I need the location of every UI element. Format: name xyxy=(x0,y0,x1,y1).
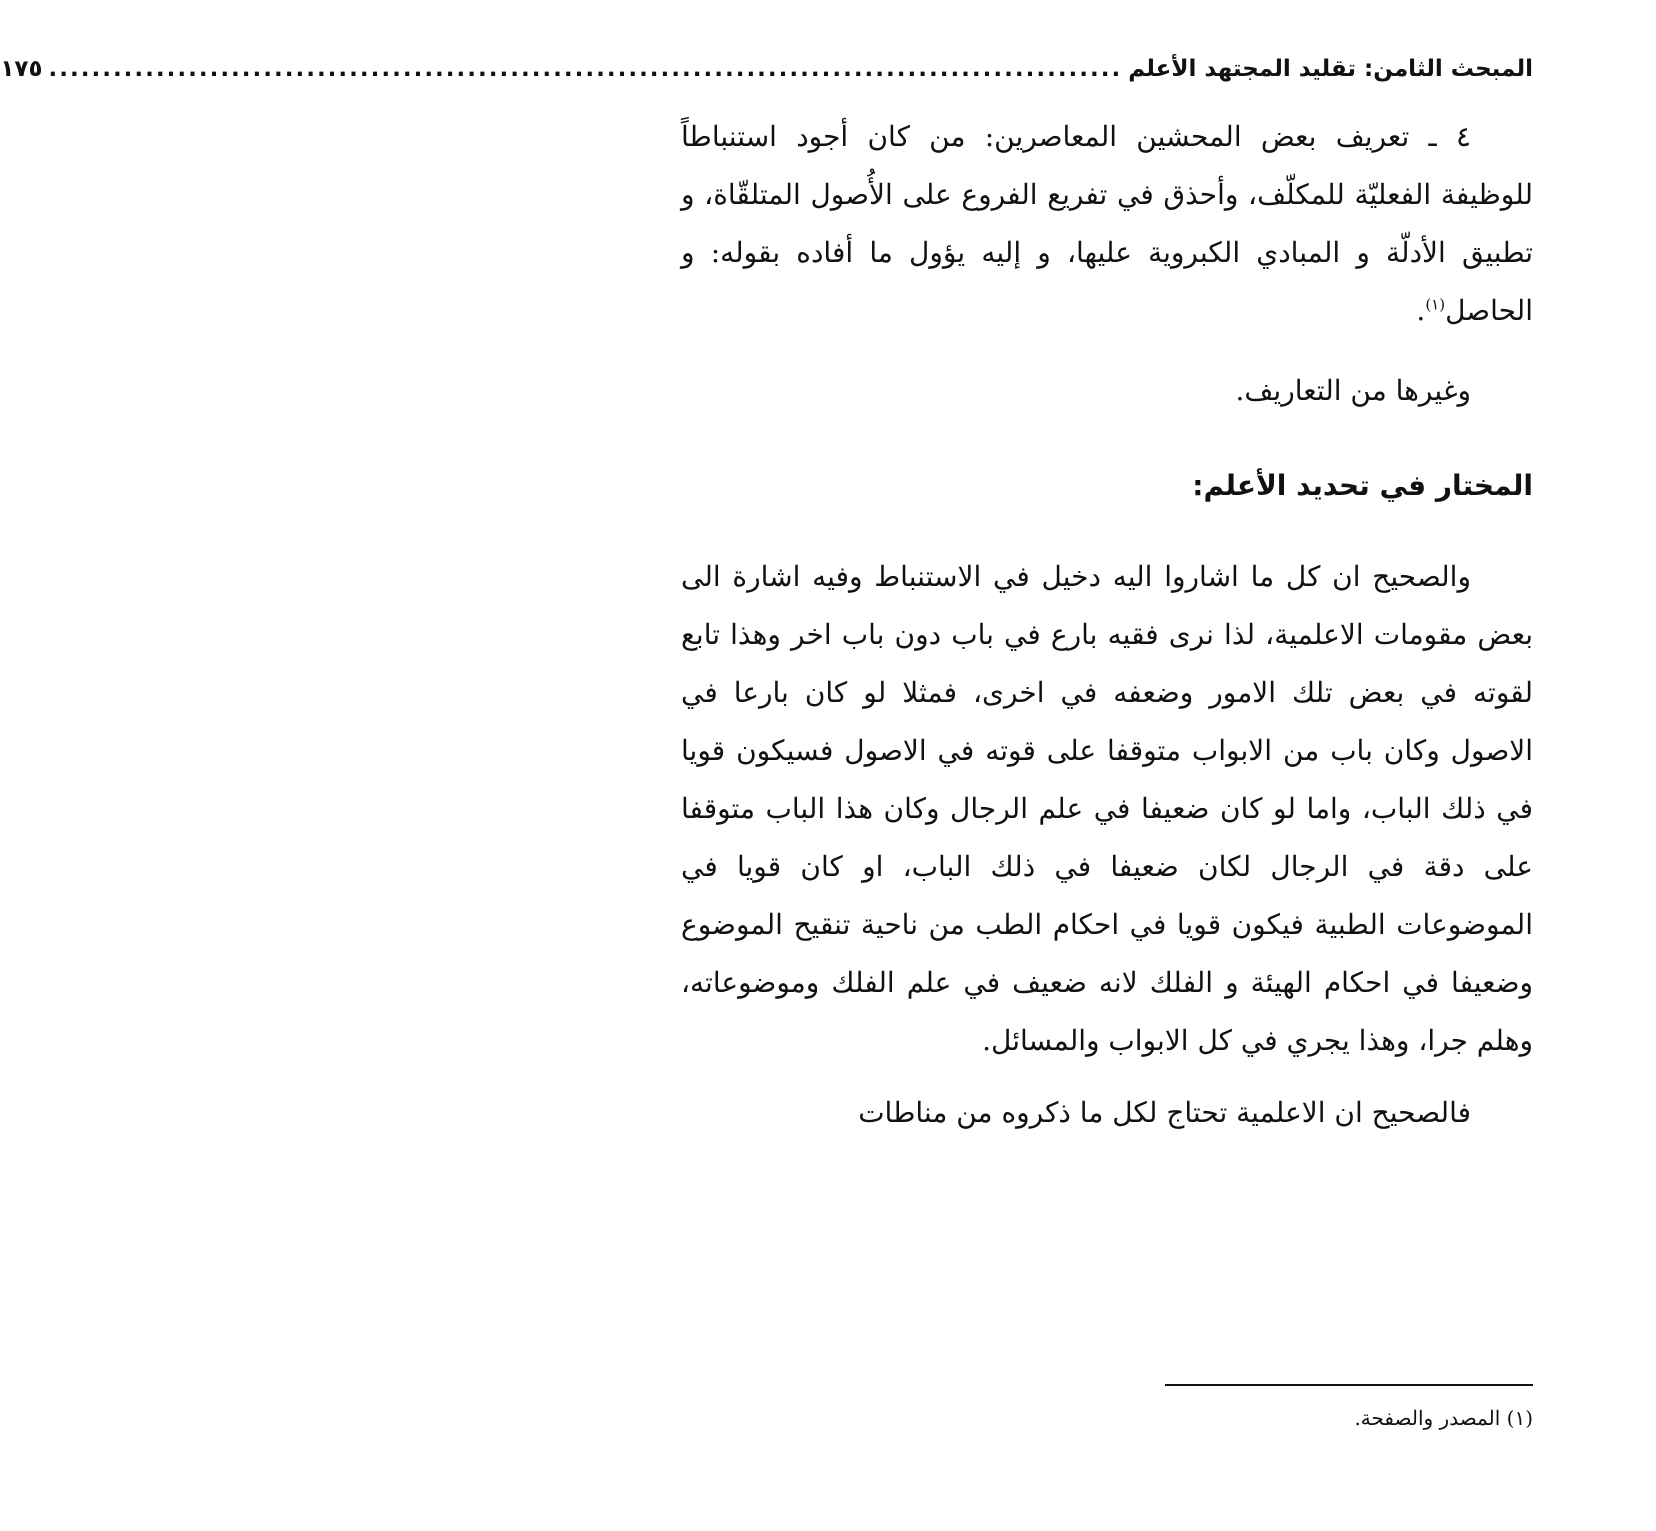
section-heading: المختار في تحديد الأعلم: xyxy=(1192,469,1533,502)
running-head-leader-dots: .................................................................................................... xyxy=(48,56,1123,82)
definition-item-4-end: . xyxy=(1416,294,1426,327)
footnote-1: (١) المصدر والصفحة. xyxy=(1354,1406,1533,1430)
body-paragraph-2: فالصحيح ان الاعلمية تحتاج لكل ما ذكروه من مناطات xyxy=(858,1096,1471,1129)
definition-item-4-text: ٤ ـ تعريف بعض المحشين المعاصرين: من كان أجود استنباطاً للوظيفة الفعليّة للمكلّف، وأحذق في تفريع الفروع على الأُصول المتلقّاة، و تطبيق الأدلّة و المبادي الكبروية عليها، و إليه يؤول ما أفاده بقوله: و الحاصل xyxy=(681,120,1533,327)
page-number: ١٧٥ xyxy=(0,56,43,82)
body-paragraph-1: والصحيح ان كل ما اشاروا اليه دخيل في الاستنباط وفيه اشارة الى بعض مقومات الاعلمية، لذا نرى فقيه بارع في باب دون باب اخر وهذا تابع لقوته في بعض تلك الامور وضعفه في اخرى، فمثلا لو كان بارعا في الاصول وكان باب من الابواب متوقفا على قوته في الاصول فسيكون قويا في ذلك الباب، واما لو كان ضعيفا في علم الرجال وكان هذا الباب متوقفا على دقة في الرجال لكان ضعيفا في ذلك الباب، او كان قويا في الموضوعات الطبية فيكون قويا في احكام الطب من ناحية تنقيح الموضوع وضعيفا في احكام الهيئة و الفلك لانه ضعيف في علم الفلك وموضوعاته، وهلم جرا، وهذا يجري في كل الابواب والمسائل. xyxy=(681,560,1533,1057)
other-definitions-line: وغيرها من التعاريف. xyxy=(1235,374,1471,407)
footnote-separator xyxy=(1165,1384,1533,1386)
running-head-title: المبحث الثامن: تقليد المجتهد الأعلم xyxy=(1128,56,1533,82)
book-page xyxy=(0,56,1533,1496)
footnote-reference: (١) xyxy=(1425,295,1446,314)
running-header xyxy=(0,56,1533,98)
definition-item-4 xyxy=(681,108,1533,340)
